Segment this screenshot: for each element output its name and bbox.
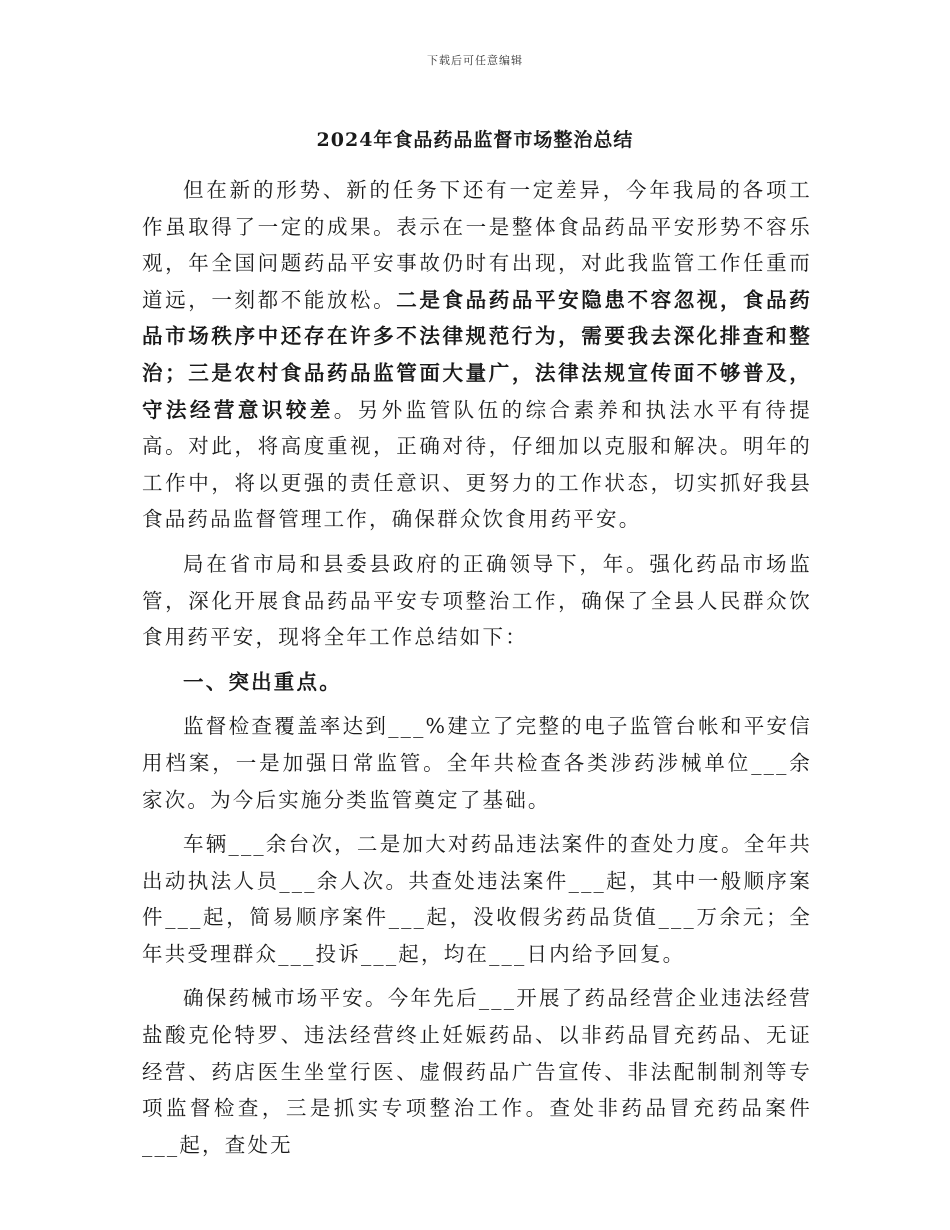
header-note: 下载后可任意编辑 [427, 54, 523, 67]
paragraph-4: 车辆___余台次，二是加大对药品违法案件的查处力度。全年共出动执法人员___余人次。共查处违法案件___起，其中一般顺序案件___起，简易顺序案件___起，没收假劣药品货值___万余元；全年共受理群众___投诉___起，均在___日内给予回复。 [142, 832, 812, 966]
paragraph-1 [142, 172, 812, 538]
paragraph-1-bold-text: 二是食品药品平安隐患不容忽视，食品药品市场秩序中还存在许多不法律规范行为，需要我去深化排查和整治；三是农村食品药品监管面大量广，法律法规宣传面不够普及，守法经营意识较差 [142, 287, 812, 422]
section-heading-1: 一、突出重点。 [183, 669, 342, 694]
paragraph-3: 监督检查覆盖率达到___%建立了完整的电子监管台帐和平安信用档案，一是加强日常监管。全年共检查各类涉药涉械单位___余家次。为今后实施分类监管奠定了基础。 [142, 714, 812, 812]
paragraph-1-text-a: 但在新的形势、新的任务下还有一定差异，今年我局的各项工作虽取得了一定的成果。表示在一是整体食品药品平安形势不容乐观，年全国问题药品平安事故仍时有出现，对此我监管工作任重而道远，一刻都不能放松。 [142, 178, 812, 312]
paragraph-1-text-c: 。另外监管队伍的综合素养和执法水平有待提高。对此，将高度重视，正确对待，仔细加以克服和解决。明年的工作中，将以更强的责任意识、更努力的工作状态，切实抓好我县食品药品监督管理工作，确保群众饮食用药平安。 [142, 397, 812, 532]
document-body [142, 172, 812, 1163]
paragraph-5: 确保药械市场平安。今年先后___开展了药品经营企业违法经营盐酸克伦特罗、违法经营终止妊娠药品、以非药品冒充药品、无证经营、药店医生坐堂行医、虚假药品广告宣传、非法配制制剂等专项监督检查，三是抓实专项整治工作。查处非药品冒充药品案件___起，查处无 [142, 986, 812, 1157]
document-title: 2024年食品药品监督市场整治总结 [316, 129, 634, 151]
paragraph-2: 局在省市局和县委县政府的正确领导下，年。强化药品市场监管，深化开展食品药品平安专项整治工作，确保了全县人民群众饮食用药平安，现将全年工作总结如下： [142, 551, 812, 650]
